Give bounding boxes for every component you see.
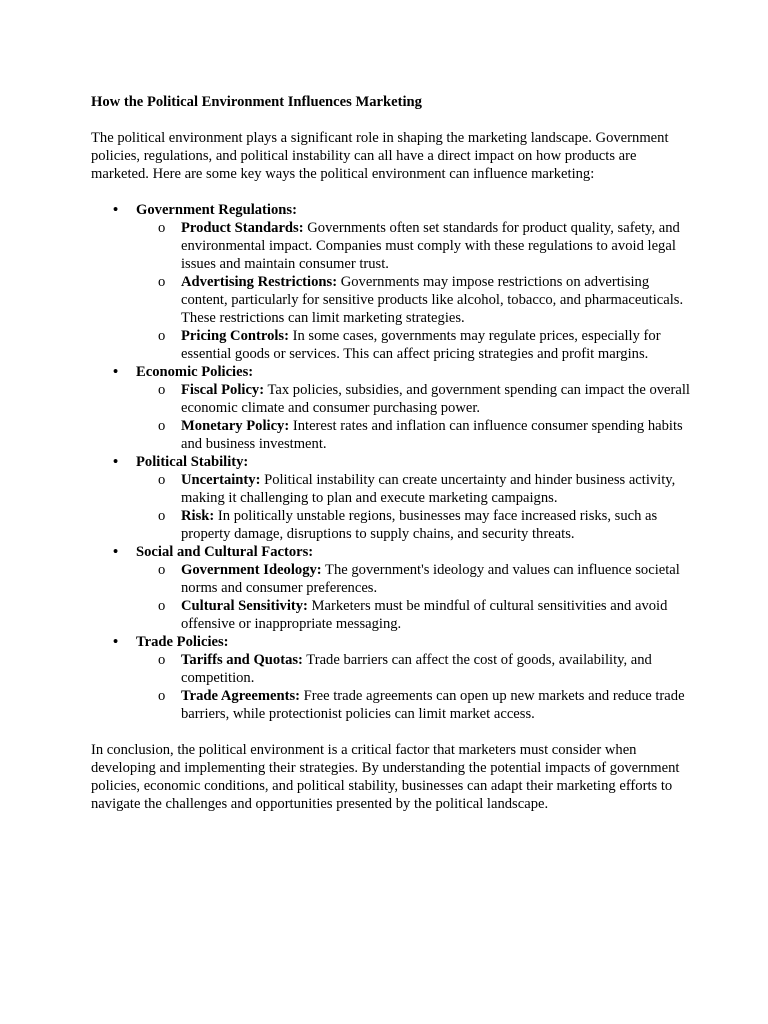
item-text: Tax policies, subsidies, and government spending can impact the overall economic climate and consumer purchasing power. <box>181 382 690 416</box>
sub-bullet-icon: o <box>158 220 166 236</box>
factor-category <box>91 363 691 453</box>
item-text: Interest rates and inflation can influence consumer spending habits and business investment. <box>181 418 683 452</box>
item-text: Marketers must be mindful of cultural sensitivities and avoid offensive or inappropriate messaging. <box>181 598 668 632</box>
intro-paragraph: The political environment plays a significant role in shaping the marketing landscape. Government policies, regulations, and political instability can all have a direct impact on how products are marketed. Here are some key ways the political environment can influence marketing: <box>91 130 669 182</box>
item-text: Governments often set standards for product quality, safety, and environmental impact. Companies must comply with these regulations to avoid legal issues and maintain consumer trust. <box>181 220 680 272</box>
sub-item <box>136 597 691 633</box>
sub-item <box>136 687 691 723</box>
category-label: Trade Policies: <box>136 634 229 650</box>
sub-bullet-icon: o <box>158 418 166 434</box>
bullet-icon: • <box>113 454 119 470</box>
sub-item <box>136 219 691 273</box>
item-term: Monetary Policy: <box>181 418 290 434</box>
bullet-icon: • <box>113 202 119 218</box>
item-text: Free trade agreements can open up new markets and reduce trade barriers, while protectionist policies can limit market access. <box>181 688 685 722</box>
factor-category <box>91 453 691 543</box>
sub-item <box>136 327 691 363</box>
document-page <box>91 93 691 813</box>
sub-bullet-icon: o <box>158 508 166 524</box>
sub-item <box>136 507 691 543</box>
sub-bullet-icon: o <box>158 274 166 290</box>
sub-item <box>136 417 691 453</box>
document-title: How the Political Environment Influences Marketing <box>91 94 422 110</box>
item-term: Fiscal Policy: <box>181 382 265 398</box>
item-term: Tariffs and Quotas: <box>181 652 303 668</box>
conclusion-paragraph: In conclusion, the political environment is a critical factor that marketers must consider when developing and implementing their strategies. By understanding the potential impacts of government policies, economic conditions, and political stability, businesses can adapt their marketing efforts to navigate the challenges and opportunities presented by the political landscape. <box>91 742 680 812</box>
bullet-icon: • <box>113 364 119 380</box>
bullet-icon: • <box>113 634 119 650</box>
item-term: Advertising Restrictions: <box>181 274 338 290</box>
sub-item <box>136 471 691 507</box>
category-label: Economic Policies: <box>136 364 254 380</box>
sub-list <box>136 471 691 543</box>
category-label: Government Regulations: <box>136 202 297 218</box>
bullet-icon: • <box>113 544 119 560</box>
sub-bullet-icon: o <box>158 562 166 578</box>
item-text: Political instability can create uncertainty and hinder business activity, making it challenging to plan and execute marketing campaigns. <box>181 472 676 506</box>
factor-category <box>91 543 691 633</box>
sub-list <box>136 651 691 723</box>
item-text: In some cases, governments may regulate prices, especially for essential goods or services. This can affect pricing strategies and profit margins. <box>181 328 661 362</box>
item-term: Risk: <box>181 508 215 524</box>
factor-category <box>91 201 691 363</box>
item-text: The government's ideology and values can influence societal norms and consumer preferences. <box>181 562 680 596</box>
item-term: Product Standards: <box>181 220 304 236</box>
item-term: Government Ideology: <box>181 562 322 578</box>
item-term: Pricing Controls: <box>181 328 289 344</box>
sub-bullet-icon: o <box>158 472 166 488</box>
sub-bullet-icon: o <box>158 688 166 704</box>
sub-bullet-icon: o <box>158 652 166 668</box>
sub-list <box>136 219 691 363</box>
sub-item <box>136 561 691 597</box>
item-text: Trade barriers can affect the cost of goods, availability, and competition. <box>181 652 652 686</box>
item-term: Uncertainty: <box>181 472 261 488</box>
category-label: Social and Cultural Factors: <box>136 544 314 560</box>
factor-list <box>91 201 691 723</box>
item-text: Governments may impose restrictions on advertising content, particularly for sensitive products like alcohol, tobacco, and pharmaceuticals. These restrictions can limit marketing strategies. <box>181 274 684 326</box>
sub-bullet-icon: o <box>158 598 166 614</box>
factor-category <box>91 633 691 723</box>
sub-bullet-icon: o <box>158 382 166 398</box>
sub-list <box>136 561 691 633</box>
item-term: Trade Agreements: <box>181 688 301 704</box>
item-text: In politically unstable regions, businesses may face increased risks, such as property damage, disruptions to supply chains, and security threats. <box>181 508 658 542</box>
category-label: Political Stability: <box>136 454 249 470</box>
sub-list <box>136 381 691 453</box>
item-term: Cultural Sensitivity: <box>181 598 308 614</box>
sub-item <box>136 381 691 417</box>
sub-item <box>136 273 691 327</box>
sub-bullet-icon: o <box>158 328 166 344</box>
sub-item <box>136 651 691 687</box>
